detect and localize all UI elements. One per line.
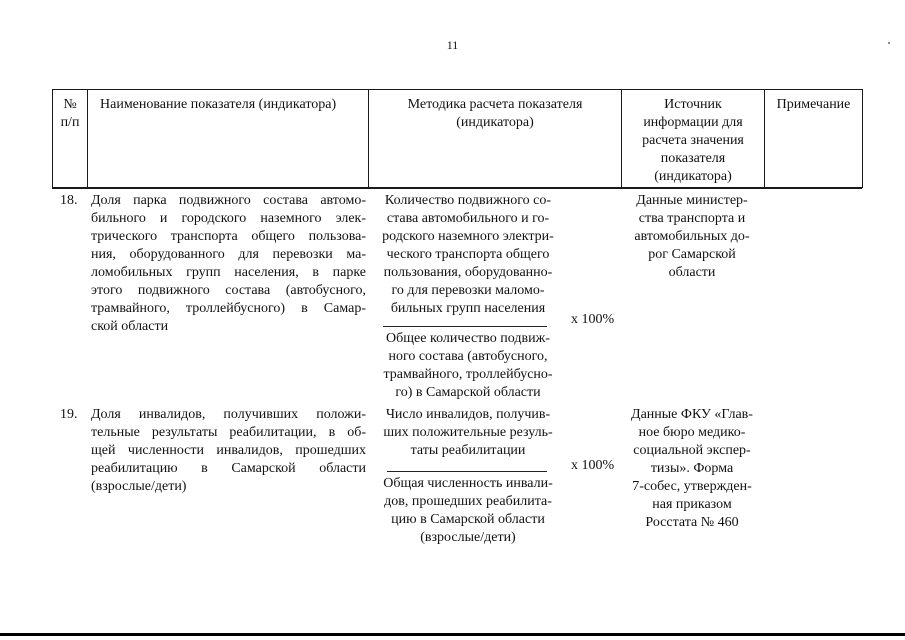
row-19-number: 19. bbox=[60, 407, 78, 422]
header-name: Наименование показателя (индикатора) bbox=[100, 97, 337, 112]
row-19-indicator-name: Доля инвалидов, получивших положи- тельные результаты реабилитации, в об- щей численности инвалидов, прошедших реабилитацию в Самарской области (взрослые/дети) bbox=[91, 407, 366, 494]
header-note: Примечание bbox=[776, 97, 851, 112]
row-18-denominator: Общее количество подвиж- ного состава (автобусного, трамвайного, троллейбусно- го) в Самарской области bbox=[383, 331, 553, 400]
header-num: № п/п bbox=[60, 97, 80, 130]
row-18-numerator: Количество подвижного со- става автомобильного и го- родского наземного электри- ческого транспорта общего пользования, оборудованно- го для перевозки маломо- бильных групп населения bbox=[382, 193, 554, 316]
row-19-source: Данные ФКУ «Глав- ное бюро медико- социальной экспер- тизы». Форма 7-собес, утвержден- ная приказом Росстата № 460 bbox=[631, 407, 753, 530]
row-18-multiplier: x 100% bbox=[571, 312, 615, 327]
row-18-number: 18. bbox=[60, 193, 78, 208]
scan-bottom-edge bbox=[0, 633, 905, 636]
column-divider bbox=[87, 89, 88, 188]
header-source: Источник информации для расчета значения показателя (индикатора) bbox=[642, 97, 744, 184]
table-header-bottom-border bbox=[52, 187, 862, 189]
row-19-fraction-bar bbox=[387, 471, 547, 472]
row-19-numerator: Число инвалидов, получив- ших положительные резуль- таты реабилитации bbox=[383, 407, 553, 458]
row-19-denominator: Общая численность инвали- дов, прошедших реабилита- цию в Самарской области (взрослые/дети) bbox=[383, 476, 553, 545]
scan-speck bbox=[888, 42, 890, 44]
column-divider bbox=[862, 89, 863, 188]
row-18-source: Данные министер- ства транспорта и автомобильных до- рог Самарской области bbox=[634, 193, 750, 280]
page-number: 11 bbox=[446, 38, 459, 52]
row-18-indicator-name: Доля парка подвижного состава автомо- бильного и городского наземного элек- трического транспорта общего пользова- ния, оборудованного для перевозки ма- ломобильных групп населения, в парке этого подвижного состава (автобусного, трамвайного, троллейбусного) в Самар- ской области bbox=[91, 193, 366, 334]
row-18-fraction-bar bbox=[383, 326, 547, 327]
row-19-multiplier: x 100% bbox=[571, 458, 615, 473]
header-method: Методика расчета показателя (индикатора) bbox=[407, 97, 583, 130]
table-top-border bbox=[52, 89, 862, 90]
